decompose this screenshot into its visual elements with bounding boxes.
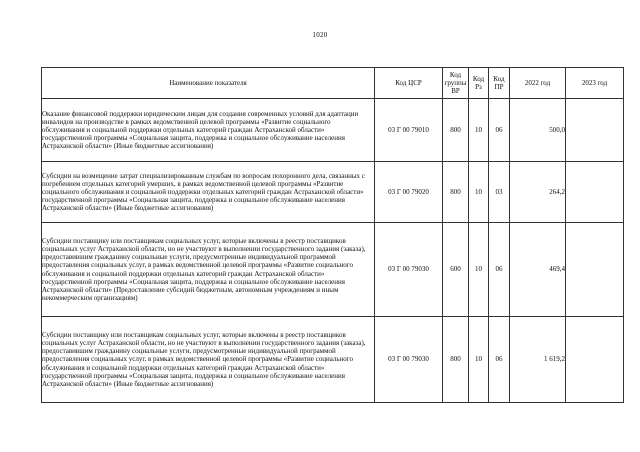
header-2023: 2023 год bbox=[566, 68, 624, 99]
row-rz: 10 bbox=[469, 317, 489, 403]
row-csr: 03 Г 00 79020 bbox=[375, 162, 443, 223]
row-pr: 06 bbox=[489, 223, 510, 317]
row-vr: 800 bbox=[443, 317, 469, 403]
row-pr: 06 bbox=[489, 317, 510, 403]
row-rz: 10 bbox=[469, 223, 489, 317]
header-2022: 2022 год bbox=[510, 68, 566, 99]
row-name: Субсидии на возмещение затрат специализированным службам по вопросам похоронного дела, связанных с погребением отдельных категорий умерших, в рамках ведомственной целевой программы «Развитие социального обслуживания и социальной поддержки отдельных категорий граждан Астраханской области» государственной программы «Социальная защита, поддержка и социальное обслуживание населения Астраханской области» (Иные бюджетные ассигнования) bbox=[42, 162, 375, 223]
header-pr: Код ПР bbox=[489, 68, 510, 99]
header-rz: Код Рз bbox=[469, 68, 489, 99]
row-pr: 03 bbox=[489, 162, 510, 223]
row-csr: 03 Г 00 79010 bbox=[375, 99, 443, 162]
row-csr: 03 Г 00 79030 bbox=[375, 317, 443, 403]
row-2022: 264,2 bbox=[510, 162, 566, 223]
row-csr: 03 Г 00 79030 bbox=[375, 223, 443, 317]
row-rz: 10 bbox=[469, 99, 489, 162]
row-vr: 800 bbox=[443, 99, 469, 162]
row-name: Субсидии поставщику или поставщикам социальных услуг, которые включены в реестр поставщиков социальных услуг Астраханской области, но не участвуют в выполнении государственного задания (заказа), предоставившим гражданину социальные услуги, предусмотренные индивидуальной программой предоставления социальных услуг, в рамках ведомственной целевой программы «Развитие социального обслуживания и социальной поддержки отдельных категорий граждан Астраханской области» государственной программы «Социальная защита, поддержка и социальное обслуживание населения Астраханской области» (Предоставление субсидий бюджетным, автономным учреждениям и иным некоммерческим организациям) bbox=[42, 223, 375, 317]
row-2023 bbox=[566, 223, 624, 317]
table-row bbox=[42, 317, 624, 403]
row-rz: 10 bbox=[469, 162, 489, 223]
page-number: 1020 bbox=[312, 31, 328, 39]
row-name: Субсидии поставщику или поставщикам социальных услуг, которые включены в реестр поставщиков социальных услуг Астраханской области, но не участвуют в выполнении государственного задания (заказа), предоставившим гражданину социальные услуги, предусмотренные индивидуальной программой предоставления социальных услуг, в рамках ведомственной целевой программы «Развитие социального обслуживания и социальной поддержки отдельных категорий граждан Астраханской области» государственной программы «Социальная защита, поддержка и социальное обслуживание населения Астраханской области» (Иные бюджетные ассигнования) bbox=[42, 317, 375, 403]
header-csr: Код ЦСР bbox=[375, 68, 443, 99]
budget-table bbox=[41, 67, 624, 403]
row-vr: 600 bbox=[443, 223, 469, 317]
table-row bbox=[42, 162, 624, 223]
row-name: Оказание финансовой поддержки юридическим лицам для создания современных условий для адаптации инвалидов на производстве в рамках ведомственной целевой программы «Развитие социального обслуживания и социальной поддержки отдельных категорий граждан Астраханской области» государственной программы «Социальная защита, поддержка и социальное обслуживание населения Астраханской области» (Иные бюджетные ассигнования) bbox=[42, 99, 375, 162]
table-row bbox=[42, 223, 624, 317]
row-2022: 500,0 bbox=[510, 99, 566, 162]
row-2022: 1 619,2 bbox=[510, 317, 566, 403]
row-2023 bbox=[566, 317, 624, 403]
table-header-row bbox=[42, 68, 624, 99]
table-row bbox=[42, 99, 624, 162]
row-vr: 800 bbox=[443, 162, 469, 223]
row-pr: 06 bbox=[489, 99, 510, 162]
header-name: Наименование показателя bbox=[42, 68, 375, 99]
row-2023 bbox=[566, 99, 624, 162]
row-2022: 469,4 bbox=[510, 223, 566, 317]
row-2023 bbox=[566, 162, 624, 223]
header-vr: Код группы ВР bbox=[443, 68, 469, 99]
